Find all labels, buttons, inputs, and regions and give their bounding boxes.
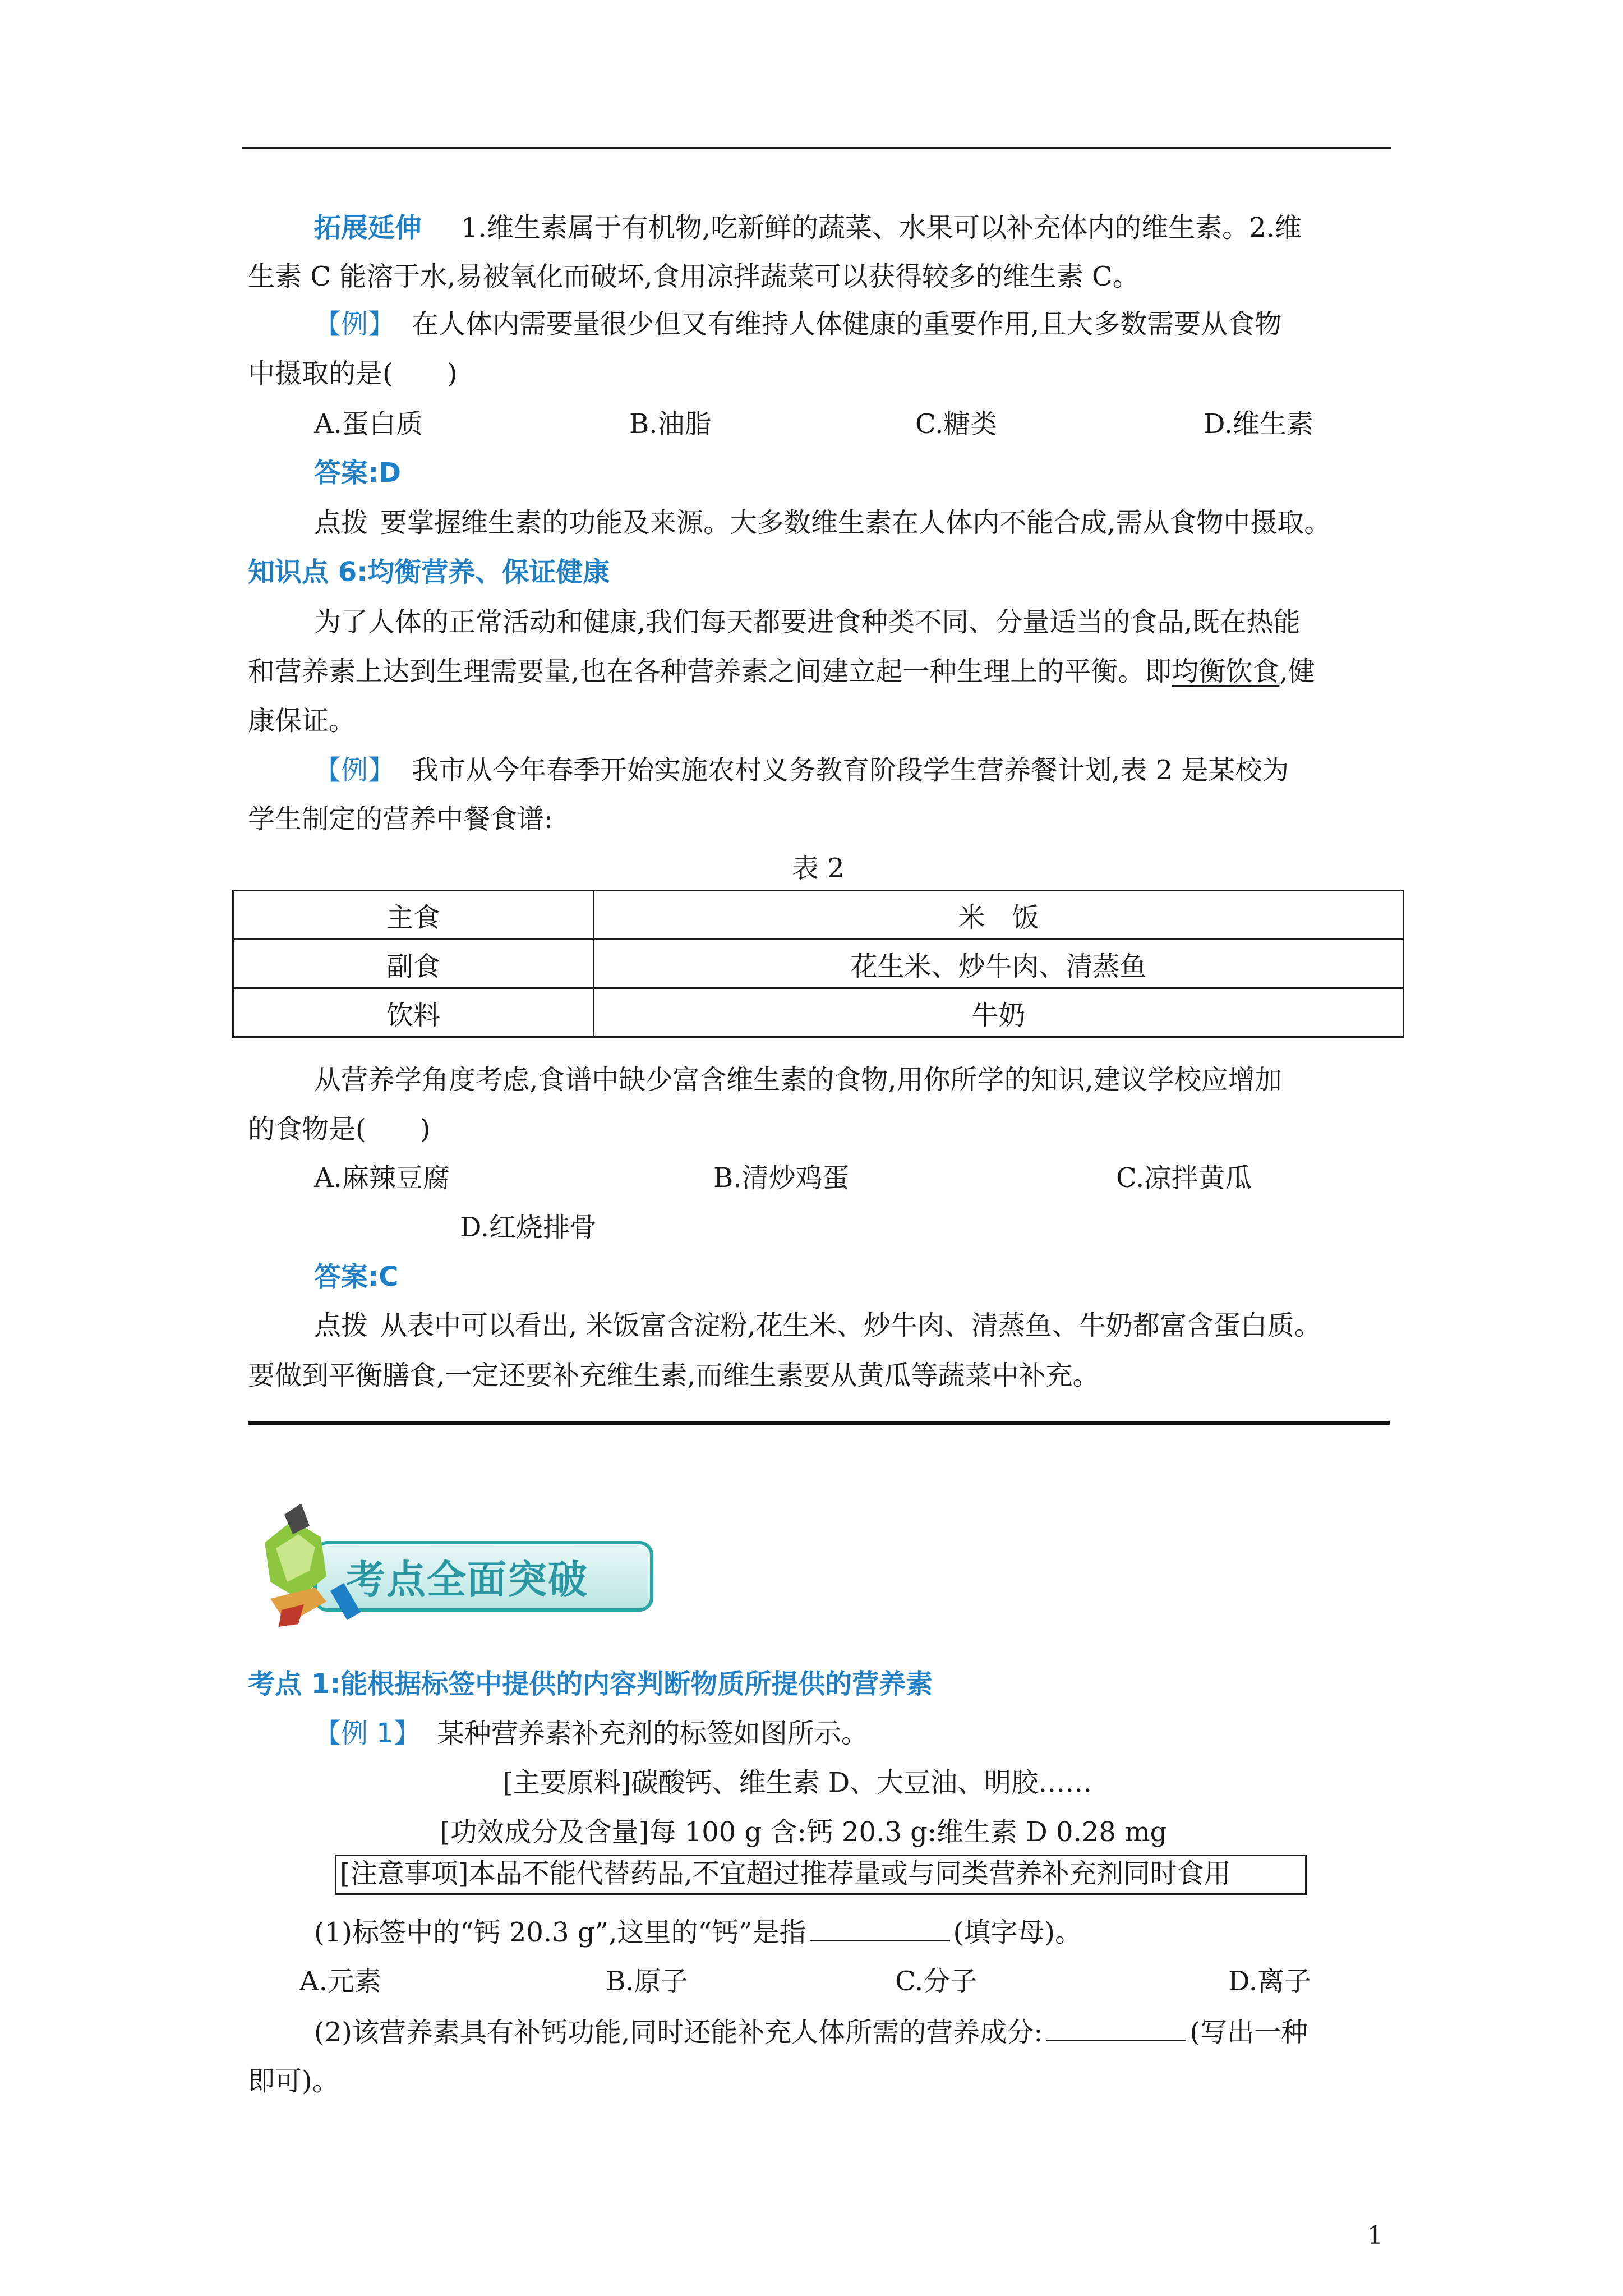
q1-option-d: D.离子 (1228, 1966, 1312, 1997)
example1-question-line-2: 中摄取的是( ) (248, 358, 458, 389)
example2-option-b: B.清炒鸡蛋 (713, 1162, 850, 1194)
table-row (233, 891, 1404, 940)
example2-follow-line-2: 的食物是( ) (248, 1114, 431, 1145)
example2-question-line-2: 学生制定的营养中餐食谱: (248, 803, 554, 835)
section-badge (253, 1503, 657, 1632)
example2-follow-line-1: 从营养学角度考虑,食谱中缺少富含维生素的食物,用你所学的知识,建议学校应增加 (314, 1064, 1282, 1096)
example2-answer: 答案:C (314, 1261, 399, 1292)
table-row (233, 940, 1404, 988)
table-caption: 表 2 (792, 853, 845, 884)
knowledge6-line-1: 为了人体的正常活动和健康,我们每天都要进食种类不同、分量适当的食品,既在热能 (314, 606, 1301, 638)
q1-option-b: B.原子 (606, 1966, 688, 1997)
example2-hint-label: 点拨 (314, 1310, 368, 1341)
knowledge6-line-3: 康保证。 (248, 705, 356, 737)
example1-answer: 答案:D (314, 457, 402, 489)
label-line-1: [主要原料]碳酸钙、维生素 D、大豆油、明胶…… (502, 1767, 1092, 1798)
extension-line-2: 生素 C 能溶于水,易被氧化而破坏,食用凉拌蔬菜可以获得较多的维生素 C。 (248, 261, 1140, 292)
q2-line: (2)该营养素具有补钙功能,同时还能补充人体所需的营养成分: (写出一种 (314, 2014, 1308, 2049)
table-row (233, 988, 1404, 1037)
table-cell-items: 米 饭 (594, 891, 1404, 940)
example2-hint-line-1: 点拨 从表中可以看出, 米饭富含淀粉,花生米、炒牛肉、清蒸鱼、牛奶都富含蛋白质。 (314, 1310, 1321, 1341)
exam-point1-question: 【例 1】 某种营养素补充剂的标签如图所示。 (314, 1718, 868, 1749)
knowledge6-line-2: 和营养素上达到生理需要量,也在各种营养素之间建立起一种生理上的平衡。即均衡饮食,健 (248, 656, 1315, 687)
example2-tag: 【例】 (314, 754, 395, 786)
q1-option-a: A.元素 (299, 1966, 381, 1997)
label-line-3: [注意事项]本品不能代替药品,不宜超过推荐量或与同类营养补充剂同时食用 (340, 1858, 1231, 1889)
page-number: 1 (1367, 2221, 1383, 2250)
table-cell-items: 牛奶 (594, 988, 1404, 1037)
table-cell-items: 花生米、炒牛肉、清蒸鱼 (594, 940, 1404, 988)
lunch-menu-table (232, 890, 1404, 1038)
example1-tag: 【例】 (314, 309, 395, 340)
example1-option-a: A.蛋白质 (314, 408, 423, 440)
example2-option-d: D.红烧排骨 (460, 1212, 597, 1243)
q2-line-2: 即可)。 (248, 2065, 339, 2097)
extension-line-1 (314, 211, 1302, 245)
q2-answer-blank[interactable] (1046, 2014, 1186, 2041)
knowledge6-title: 知识点 6:均衡营养、保证健康 (248, 556, 610, 588)
exam-point1-title: 考点 1:能根据标签中提供的内容判断物质所提供的营养素 (248, 1668, 933, 1700)
example1-option-c: C.糖类 (915, 408, 998, 440)
example1-question-line-1: 【例】 在人体内需要量很少但又有维持人体健康的重要作用,且大多数需要从食物 (314, 309, 1282, 340)
q1-option-c: C.分子 (895, 1966, 978, 1997)
badge-title: 考点全面突破 (346, 1557, 588, 1603)
example2-question-line-1: 【例】 我市从今年春季开始实施农村义务教育阶段学生营养餐计划,表 2 是某校为 (314, 754, 1289, 786)
example1-hint-label: 点拨 (314, 507, 368, 539)
label-line-2: [功效成分及含量]每 100 g 含:钙 20.3 g:维生素 D 0.28 mg (440, 1816, 1168, 1848)
example2-option-c: C.凉拌黄瓜 (1116, 1162, 1252, 1194)
top-rule (242, 147, 1391, 149)
example2-hint-line-2: 要做到平衡膳食,一定还要补充维生素,而维生素要从黄瓜等蔬菜中补充。 (248, 1360, 1100, 1391)
table-cell-category: 副食 (233, 940, 594, 988)
section-divider (248, 1421, 1390, 1425)
balanced-diet-term: 均衡饮食 (1172, 656, 1280, 687)
example1-option-b: B.油脂 (629, 408, 712, 440)
q1-answer-blank[interactable] (810, 1914, 950, 1941)
example1-option-d: D.维生素 (1204, 408, 1314, 440)
exam-point1-tag: 【例 1】 (314, 1718, 421, 1749)
extension-label: 拓展延伸 (314, 212, 422, 243)
table-cell-category: 主食 (233, 891, 594, 940)
example2-option-a: A.麻辣豆腐 (314, 1162, 450, 1194)
q1-line: (1)标签中的“钙 20.3 g”,这里的“钙”是指 (填字母)。 (314, 1914, 1082, 1949)
example1-hint: 点拨 要掌握维生素的功能及来源。大多数维生素在人体内不能合成,需从食物中摄取。 (314, 507, 1331, 539)
extension-text-1: 1.维生素属于有机物,吃新鲜的蔬菜、水果可以补充体内的维生素。2.维 (461, 212, 1302, 243)
table-cell-category: 饮料 (233, 988, 594, 1037)
